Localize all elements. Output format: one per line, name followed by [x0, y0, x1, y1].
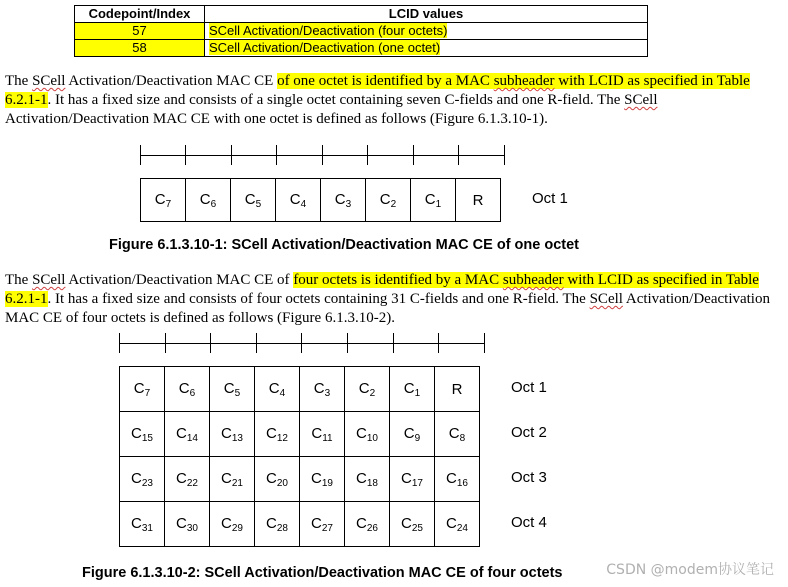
bit-field-cell — [390, 457, 435, 502]
field-name: C — [268, 379, 280, 397]
bit-field-cell — [255, 457, 300, 502]
field-index: 1 — [435, 198, 442, 210]
field-name: C — [356, 424, 367, 442]
octet-label: Oct 3 — [511, 469, 547, 486]
bit-field-cell — [390, 412, 435, 457]
field-name: C — [403, 379, 415, 397]
bit-field-cell — [165, 412, 210, 457]
bit-field-cell — [210, 367, 255, 412]
field-index: 27 — [321, 522, 333, 534]
field-name: C — [266, 514, 277, 532]
field-name: C — [334, 190, 346, 208]
codepoint-cell: 57 — [75, 23, 205, 40]
lcid-value-cell: SCell Activation/Deactivation (one octet) — [205, 40, 648, 57]
field-name: C — [424, 190, 436, 208]
field-index: 6 — [210, 198, 217, 210]
field-name: C — [356, 469, 367, 487]
octet-row — [120, 457, 480, 502]
octet-label: Oct 2 — [511, 424, 547, 441]
bit-field-cell — [345, 457, 390, 502]
field-index: 26 — [366, 522, 378, 534]
paragraph-four-octets: The SCell Activation/Deactivation MAC CE of four octets is identified by a MAC subheader with LCID as specified in Table 6.2.1-1. It has a fixed size and consists of four octets containing 31 C-fields and one R-field. The SCell Activation/Deactivation MAC CE of four octets is defined as follows (Figure 6.1.3.10-2). — [5, 272, 770, 326]
field-index: 6 — [189, 387, 196, 399]
bit-field-cell — [345, 502, 390, 547]
field-name: C — [221, 514, 232, 532]
lcid-table-header — [75, 6, 648, 23]
field-name: C — [244, 190, 256, 208]
field-name: C — [401, 514, 412, 532]
octet-label: Oct 4 — [511, 514, 547, 531]
field-name: R — [472, 191, 484, 209]
bit-field-cell — [210, 412, 255, 457]
field-name: C — [289, 190, 301, 208]
field-name: C — [311, 424, 323, 442]
bit-field-cell — [390, 502, 435, 547]
field-name: C — [199, 190, 211, 208]
field-index: 3 — [324, 387, 331, 399]
field-name: C — [401, 469, 412, 487]
field-index: 28 — [276, 522, 288, 534]
header-codepoint: Codepoint/Index — [75, 6, 205, 23]
bit-field-cell — [300, 502, 345, 547]
bit-field-cell — [411, 179, 456, 222]
field-index: 18 — [366, 477, 378, 489]
field-name: C — [313, 379, 325, 397]
field-name: C — [131, 514, 142, 532]
field-name: C — [446, 469, 457, 487]
bit-field-cell — [210, 502, 255, 547]
field-name: C — [176, 424, 187, 442]
field-index: 11 — [322, 432, 333, 444]
field-index: 1 — [414, 387, 421, 399]
bit-field-cell — [120, 412, 165, 457]
bit-field-cell — [255, 367, 300, 412]
bit-field-cell — [456, 179, 501, 222]
field-index: 23 — [141, 477, 153, 489]
bit-field-cell — [120, 502, 165, 547]
field-name: C — [356, 514, 367, 532]
octet-row — [120, 367, 480, 412]
field-name: C — [358, 379, 370, 397]
field-index: 20 — [276, 477, 288, 489]
field-index: 4 — [279, 387, 286, 399]
bit-field-cell — [435, 502, 480, 547]
field-name: C — [446, 514, 457, 532]
bit-field-cell — [345, 367, 390, 412]
bit-field-cell — [300, 412, 345, 457]
watermark: CSDN @modem协议笔记 — [606, 562, 774, 578]
bit-field-cell — [255, 412, 300, 457]
field-index: 13 — [231, 432, 243, 444]
octet-label: Oct 1 — [532, 190, 568, 207]
header-lcid-values: LCID values — [205, 6, 648, 23]
bit-field-cell — [435, 367, 480, 412]
bit-field-cell — [186, 179, 231, 222]
field-name: C — [176, 514, 187, 532]
field-name: C — [266, 424, 277, 442]
field-index: 22 — [186, 477, 198, 489]
field-name: C — [266, 469, 277, 487]
figure-caption-four-octets: Figure 6.1.3.10-2: SCell Activation/Deactivation MAC CE of four octets — [82, 565, 563, 581]
field-name: C — [133, 379, 145, 397]
field-index: 19 — [321, 477, 333, 489]
mac-ce-one-octet-diagram — [140, 178, 501, 222]
field-index: 24 — [456, 522, 468, 534]
field-name: C — [379, 190, 391, 208]
field-name: C — [154, 190, 166, 208]
field-index: 3 — [345, 198, 352, 210]
field-index: 7 — [165, 198, 172, 210]
field-name: R — [451, 380, 463, 398]
field-name: C — [221, 424, 232, 442]
bit-field-cell — [321, 179, 366, 222]
figure-caption-one-octet: Figure 6.1.3.10-1: SCell Activation/Deactivation MAC CE of one octet — [109, 237, 580, 253]
bit-field-cell — [231, 179, 276, 222]
field-index: 14 — [186, 432, 198, 444]
bit-field-cell — [435, 457, 480, 502]
bit-field-cell — [300, 457, 345, 502]
bit-field-cell — [210, 457, 255, 502]
field-index: 30 — [186, 522, 198, 534]
field-index: 4 — [300, 198, 307, 210]
bit-field-cell — [165, 457, 210, 502]
bit-field-cell — [120, 367, 165, 412]
field-index: 21 — [231, 477, 243, 489]
field-index: 17 — [411, 477, 423, 489]
field-name: C — [223, 379, 235, 397]
codepoint-cell: 58 — [75, 40, 205, 57]
octet-row — [120, 502, 480, 547]
field-name: C — [403, 424, 415, 442]
field-name: C — [131, 469, 142, 487]
field-index: 25 — [411, 522, 423, 534]
bit-field-cell — [165, 367, 210, 412]
lcid-table — [74, 5, 648, 57]
bit-field-cell — [390, 367, 435, 412]
field-index: 5 — [234, 387, 241, 399]
bit-field-cell — [165, 502, 210, 547]
field-name: C — [448, 424, 460, 442]
octet-row — [120, 412, 480, 457]
lcid-value-cell: SCell Activation/Deactivation (four octets) — [205, 23, 648, 40]
field-index: 2 — [369, 387, 376, 399]
field-index: 7 — [144, 387, 151, 399]
bit-field-cell — [141, 179, 186, 222]
bit-field-cell — [255, 502, 300, 547]
bit-field-cell — [300, 367, 345, 412]
bit-field-cell — [120, 457, 165, 502]
field-index: 31 — [141, 522, 153, 534]
octet-row — [141, 179, 501, 222]
lcid-table-row — [75, 40, 648, 57]
field-name: C — [311, 514, 322, 532]
bit-field-cell — [345, 412, 390, 457]
bit-field-cell — [276, 179, 321, 222]
field-index: 12 — [276, 432, 288, 444]
octet-label: Oct 1 — [511, 379, 547, 396]
bit-ruler-four-octets — [119, 333, 485, 353]
field-name: C — [221, 469, 232, 487]
bit-field-cell — [435, 412, 480, 457]
mac-ce-four-octets-diagram — [119, 366, 480, 547]
field-index: 5 — [255, 198, 262, 210]
bit-ruler-one-octet — [140, 145, 505, 165]
field-name: C — [176, 469, 187, 487]
field-name: C — [178, 379, 190, 397]
lcid-table-row — [75, 23, 648, 40]
field-index: 15 — [141, 432, 153, 444]
field-name: C — [311, 469, 322, 487]
field-index: 8 — [459, 432, 466, 444]
field-name: C — [131, 424, 142, 442]
field-index: 9 — [414, 432, 421, 444]
bit-field-cell — [366, 179, 411, 222]
field-index: 2 — [390, 198, 397, 210]
paragraph-one-octet: The SCell Activation/Deactivation MAC CE of one octet is identified by a MAC subheader with LCID as specified in Table 6.2.1-1. It has a fixed size and consists of a single octet containing seven C-fields and one R-field. The SCell Activation/Deactivation MAC CE with one octet is defined as follows (Figure 6.1.3.10-1). — [5, 73, 750, 127]
field-index: 10 — [366, 432, 378, 444]
field-index: 29 — [231, 522, 243, 534]
field-index: 16 — [456, 477, 468, 489]
